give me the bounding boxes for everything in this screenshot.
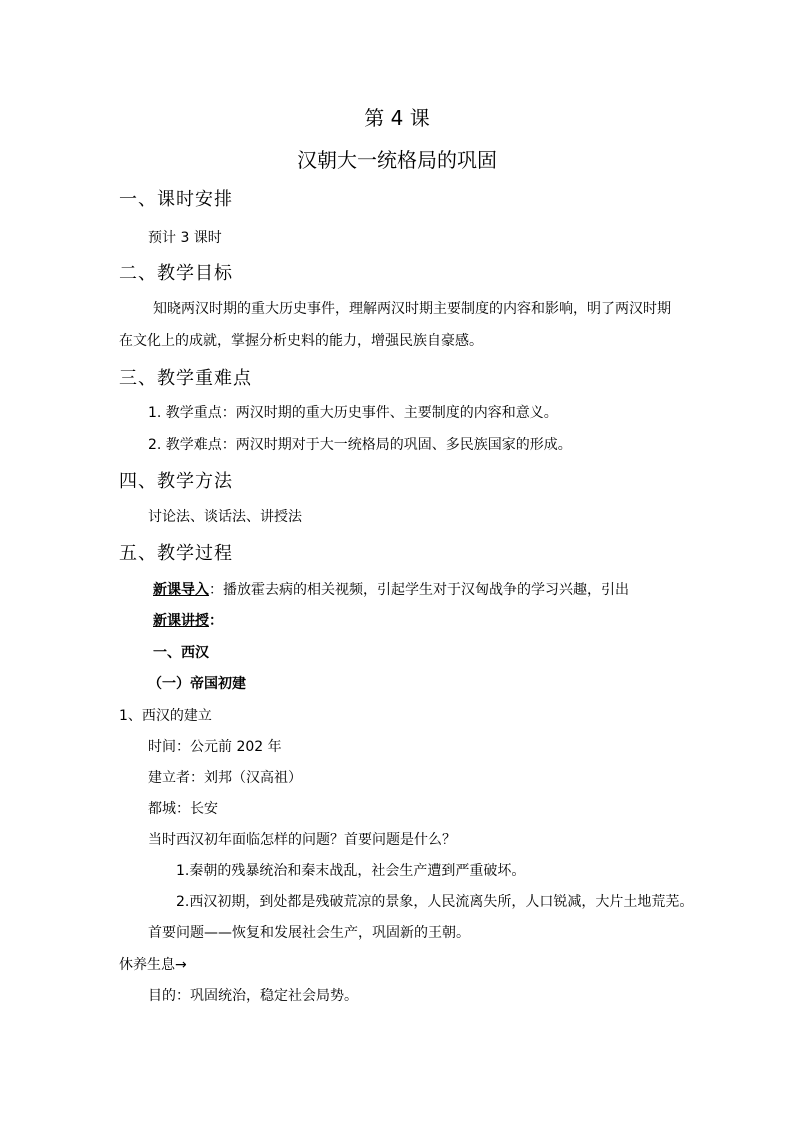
item-founding-of-western-han: 1、西汉的建立 (119, 708, 212, 724)
section-heading-objectives: 二、教学目标 (119, 263, 233, 284)
section-heading-key-points: 三、教学重难点 (119, 368, 252, 389)
policy-goal: 目的：巩固统治，稳定社会局势。 (148, 988, 358, 1004)
schedule-text: 预计 3 课时 (148, 230, 222, 246)
recuperation-policy: 休养生息→ (119, 957, 187, 973)
subheading-empire-founding: （一）帝国初建 (148, 676, 246, 692)
answer-1: 1.秦朝的残暴统治和秦末战乱，社会生产遭到严重破坏。 (176, 863, 526, 879)
objectives-line-2: 在文化上的成就，掌握分析史料的能力，增强民族自豪感。 (119, 333, 483, 349)
founder: 建立者：刘邦（汉高祖） (148, 770, 302, 786)
primary-problem: 首要问题——恢复和发展社会生产，巩固新的王朝。 (148, 925, 470, 941)
section-heading-schedule: 一、课时安排 (119, 189, 233, 210)
question: 当时西汉初年面临怎样的问题？首要问题是什么？ (148, 832, 456, 848)
key-point-2: 2. 教学难点：两汉时期对于大一统格局的巩固、多民族国家的形成。 (148, 437, 572, 453)
part-heading-western-han: 一、西汉 (153, 645, 209, 661)
key-point-1: 1. 教学重点：两汉时期的重大历史事件、主要制度的内容和意义。 (148, 405, 558, 421)
lesson-number: 第 4 课 (364, 106, 430, 130)
answer-2: 2.西汉初期，到处都是残破荒凉的景象，人民流离失所，人口锐减，大片土地荒芜。 (176, 894, 694, 910)
lecture-colon: ： (209, 613, 223, 629)
section-heading-process: 五、教学过程 (119, 543, 233, 564)
lecture-label: 新课讲授 (153, 613, 209, 629)
founding-time: 时间：公元前 202 年 (148, 739, 282, 755)
methods-text: 讨论法、谈话法、讲授法 (148, 509, 302, 525)
intro-text: ：播放霍去病的相关视频，引起学生对于汉匈战争的学习兴趣，引出 (209, 582, 629, 598)
intro-line (153, 583, 629, 597)
capital: 都城：长安 (148, 801, 218, 817)
section-heading-methods: 四、教学方法 (119, 471, 233, 492)
lesson-title: 汉朝大一统格局的巩固 (297, 148, 497, 172)
intro-label: 新课导入 (153, 582, 209, 598)
lecture-line (153, 614, 223, 628)
objectives-line-1: 知晓两汉时期的重大历史事件，理解两汉时期主要制度的内容和影响，明了两汉时期 (153, 301, 671, 317)
